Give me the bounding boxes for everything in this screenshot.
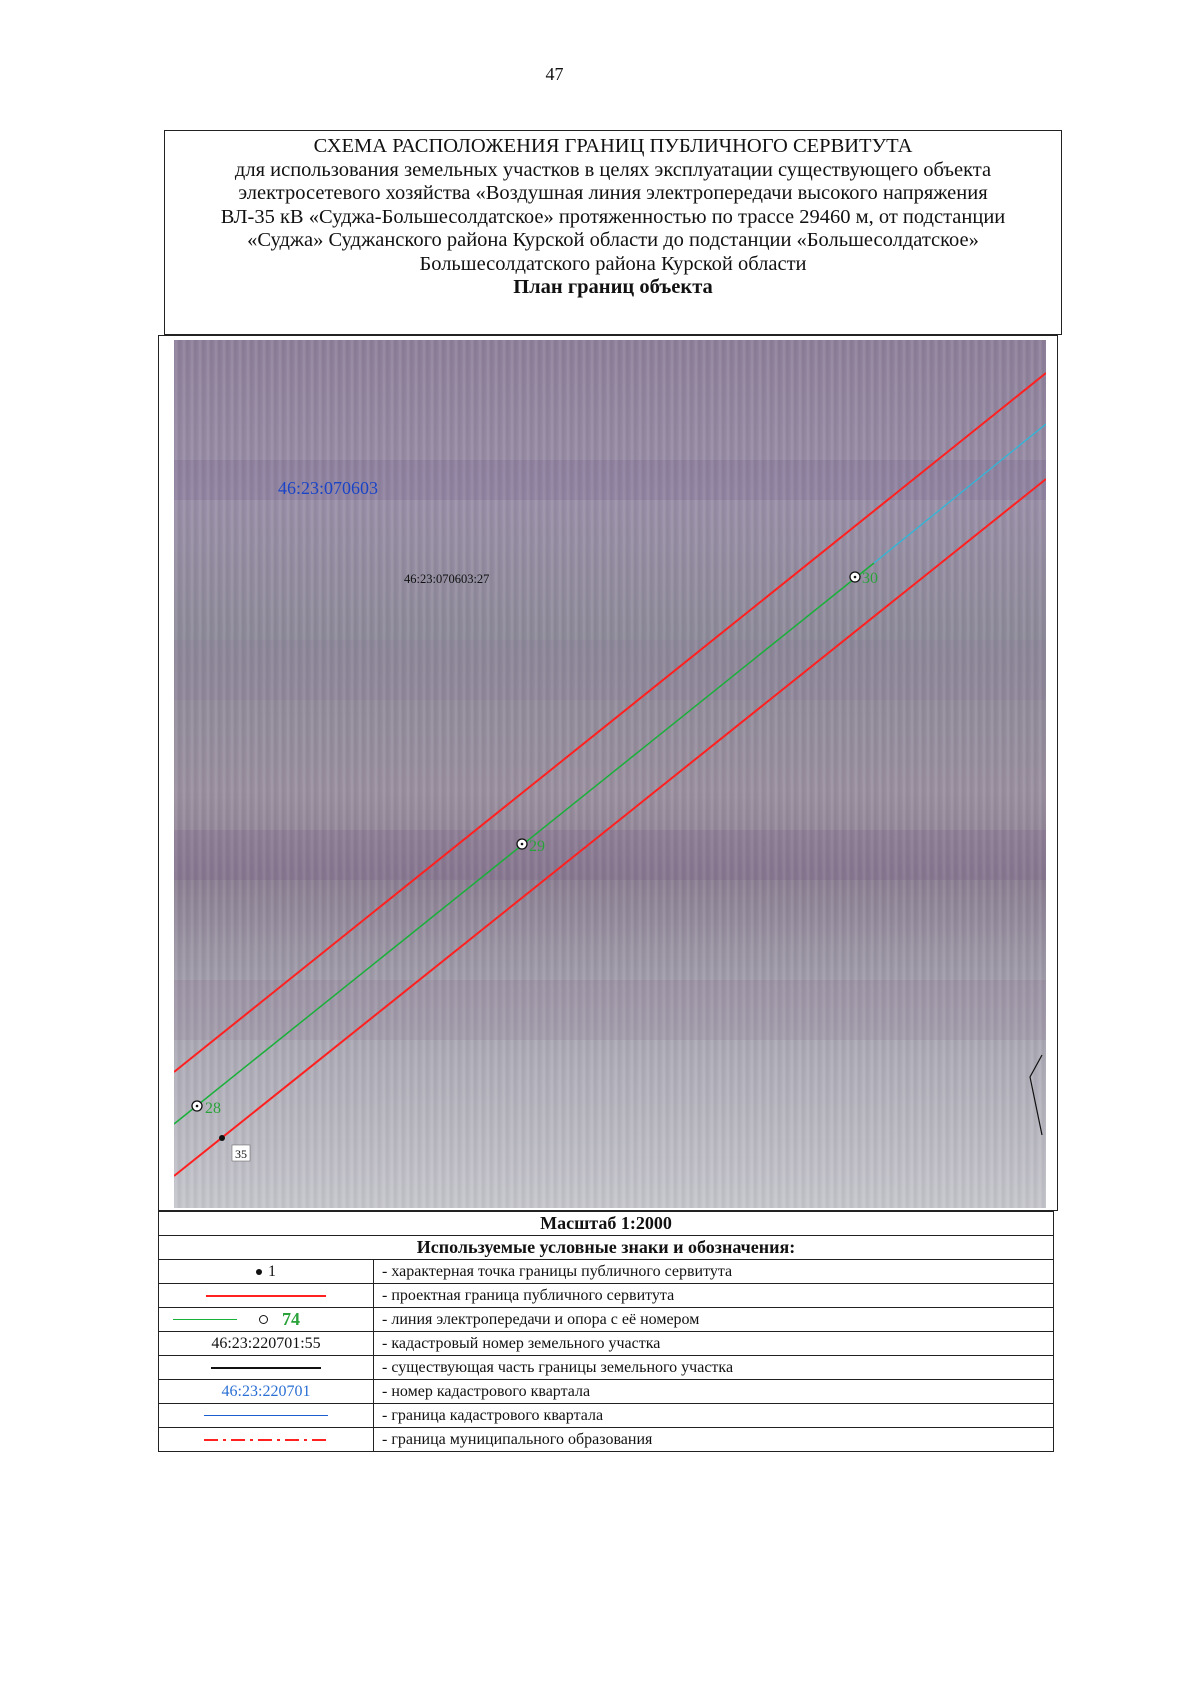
pole-icon [259, 1315, 268, 1324]
page-number: 47 [545, 64, 564, 84]
legend-symbol-red-line [159, 1284, 374, 1308]
parcel-number-label: 46:23:070603:27 [404, 572, 490, 586]
scale-label: Масштаб 1:2000 [159, 1212, 1054, 1236]
legend-row [159, 1404, 1054, 1428]
legend-description: - граница муниципального образования [374, 1428, 1054, 1452]
legend-description: - проектная граница публичного сервитута [374, 1284, 1054, 1308]
legend-row [159, 1284, 1054, 1308]
title-line-6: Большесолдатского района Курской области [419, 252, 807, 275]
legend-symbol-point [159, 1260, 374, 1284]
legend-symbol-black-line [159, 1356, 374, 1380]
legend-description: - граница кадастрового квартала [374, 1404, 1054, 1428]
legend-pole-number: 74 [282, 1309, 300, 1329]
servitude-boundary-lower [174, 479, 1046, 1176]
boundary-point-marker [219, 1135, 225, 1141]
dash-dot-line-icon [204, 1437, 328, 1443]
map-image [174, 340, 1046, 1208]
green-line-icon [173, 1319, 237, 1320]
legend-row [159, 1428, 1054, 1452]
legend-heading: Используемые условные знаки и обозначения: [159, 1236, 1054, 1260]
legend-description: - линия электропередачи и опора с её номером [374, 1308, 1054, 1332]
legend-row [159, 1308, 1054, 1332]
legend-table [158, 1211, 1054, 1452]
legend-description: - существующая часть границы земельного участка [374, 1356, 1054, 1380]
legend-description: - кадастровый номер земельного участка [374, 1332, 1054, 1356]
pole-29-label: 29 [529, 838, 545, 855]
legend-symbol-dash-dot-line [159, 1428, 374, 1452]
blue-line-icon [204, 1415, 328, 1416]
title-line-2: для использования земельных участков в целях эксплуатации существующего объекта [234, 158, 992, 181]
pole-30 [850, 570, 878, 587]
legend-row [159, 1260, 1054, 1284]
title-line-5: «Суджа» Суджанского района Курской области до подстанции «Большесолдатское» [247, 229, 979, 251]
cadastral-quarter-label: 46:23:070603 [278, 478, 379, 498]
boundary-point-label: 35 [235, 1147, 247, 1161]
legend-description: - номер кадастрового квартала [374, 1380, 1054, 1404]
legend-symbol-quarter-number: 46:23:220701 [159, 1380, 374, 1404]
parcel-boundary-fragment [1030, 1055, 1042, 1135]
legend-symbol-parcel-number: 46:23:220701:55 [159, 1332, 374, 1356]
pole-28-label: 28 [205, 1100, 221, 1117]
red-line-icon [206, 1295, 326, 1297]
title-subtitle: План границ объекта [513, 276, 713, 298]
title-line-4: ВЛ-35 кВ «Суджа-Большесолдатское» протяженностью по трассе 29460 м, от подстанции [220, 205, 1006, 228]
legend-row [159, 1356, 1054, 1380]
legend-point-number: 1 [268, 1262, 276, 1280]
title-line-1: СХЕМА РАСПОЛОЖЕНИЯ ГРАНИЦ ПУБЛИЧНОГО СЕРВИТУТА [313, 135, 913, 157]
title-block [164, 130, 1062, 335]
legend-symbol-power-line [159, 1308, 374, 1332]
black-line-icon [211, 1367, 321, 1369]
legend-description: - характерная точка границы публичного сервитута [374, 1260, 1054, 1284]
legend-row [159, 1332, 1054, 1356]
map-drawing [174, 340, 1046, 1208]
legend-symbol-blue-line [159, 1404, 374, 1428]
title-line-3: электросетевого хозяйства «Воздушная линия электропередачи высокого напряжения [238, 182, 988, 204]
point-icon [256, 1269, 262, 1275]
pole-28 [192, 1100, 221, 1117]
legend-row [159, 1380, 1054, 1404]
pole-30-label: 30 [862, 570, 878, 587]
